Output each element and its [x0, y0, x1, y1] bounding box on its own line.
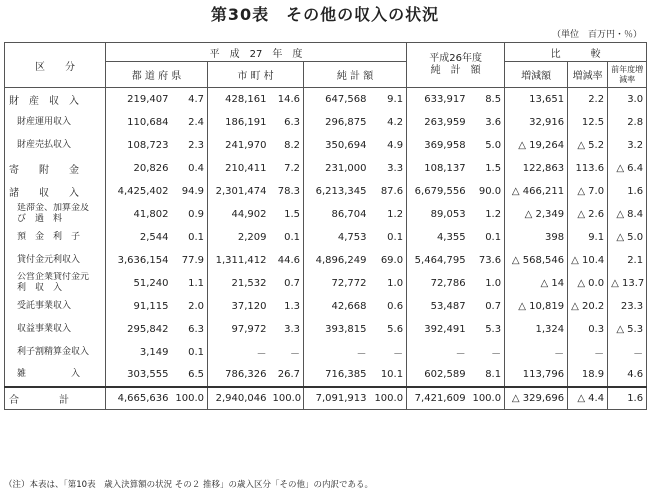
- cell-c11: 2.1: [627, 254, 644, 266]
- cell-c7: 53,487: [430, 300, 466, 312]
- cell-c6: 1.0: [370, 272, 407, 295]
- cell-c10: △ 7.0: [568, 180, 608, 203]
- cell-c8: 100.0: [469, 387, 505, 410]
- table-row: [5, 387, 647, 410]
- cell-c5: 6,213,345: [315, 185, 367, 197]
- cell-c2: 0.4: [172, 157, 208, 180]
- cell-c4: 1.5: [270, 203, 304, 226]
- cell-c10: △ 10.4: [568, 249, 608, 272]
- cell-c8: 1.2: [469, 203, 505, 226]
- cell-c2: 77.9: [172, 249, 208, 272]
- cell-c1: 2,544: [139, 231, 169, 243]
- cell-c8: 1.5: [469, 157, 505, 180]
- row-label: 利子割精算金収入: [5, 341, 106, 364]
- cell-c8: 8.5: [469, 88, 505, 111]
- cell-c8: 0.1: [469, 226, 505, 249]
- row-label: 財産運用収入: [5, 111, 106, 134]
- cell-c8: 90.0: [469, 180, 505, 203]
- cell-c6: 87.6: [370, 180, 407, 203]
- cell-c11: △ 6.4: [616, 162, 644, 174]
- cell-c8: 5.3: [469, 318, 505, 341]
- cell-c2: 0.1: [172, 341, 208, 364]
- cell-c10: 2.2: [568, 88, 608, 111]
- cell-c1: 4,425,402: [117, 185, 169, 197]
- cell-c4: 0.7: [270, 272, 304, 295]
- cell-c3: －: [256, 348, 267, 360]
- cell-c3: 786,326: [225, 369, 267, 380]
- cell-c8: 1.0: [469, 272, 505, 295]
- cell-c5: 7,091,913: [315, 392, 367, 404]
- cell-c3: 241,970: [225, 139, 267, 151]
- cell-c1: 4,665,636: [117, 392, 169, 404]
- cell-c7: 369,958: [424, 139, 466, 151]
- cell-c6: 69.0: [370, 249, 407, 272]
- cell-c5: 4,753: [337, 231, 367, 243]
- cell-c9: △ 19,264: [505, 134, 568, 157]
- table-row: [5, 226, 647, 249]
- cell-c4: 7.2: [270, 157, 304, 180]
- cell-c2: 6.3: [172, 318, 208, 341]
- cell-c5: 72,772: [331, 277, 367, 289]
- cell-c8: 8.1: [469, 364, 505, 387]
- cell-c6: 9.1: [370, 88, 407, 111]
- cell-c3: 2,301,474: [215, 185, 267, 197]
- header-pref: 都 道 府 県: [106, 62, 208, 88]
- row-label: 合 計: [5, 387, 106, 410]
- cell-c3: 2,940,046: [215, 392, 267, 404]
- cell-c3: 37,120: [231, 300, 267, 312]
- cell-c11: 4.6: [627, 369, 644, 380]
- cell-c1: 295,842: [127, 323, 169, 335]
- cell-c7: －: [455, 348, 466, 360]
- cell-c9: △ 14: [505, 272, 568, 295]
- cell-c10: △ 4.4: [568, 387, 608, 410]
- cell-c7: 392,491: [424, 323, 466, 335]
- cell-c9: 398: [505, 226, 568, 249]
- cell-c7: 89,053: [430, 208, 466, 220]
- table-row: [5, 295, 647, 318]
- header-h27: 平 成 27 年 度: [106, 43, 407, 62]
- row-label: 財産売払収入: [5, 134, 106, 157]
- cell-c6: 0.1: [370, 226, 407, 249]
- header-kubun: 区 分: [5, 43, 106, 88]
- header-rate: 増減率: [568, 62, 608, 88]
- cell-c2: 2.0: [172, 295, 208, 318]
- row-label: 寄 附 金: [5, 157, 106, 180]
- cell-c6: 100.0: [370, 387, 407, 410]
- cell-c11: △ 8.4: [616, 208, 644, 220]
- cell-c3: 186,191: [225, 116, 267, 128]
- cell-c9: －: [505, 341, 568, 364]
- cell-c2: 2.4: [172, 111, 208, 134]
- cell-c3: 97,972: [231, 323, 267, 335]
- cell-c4: 3.3: [270, 318, 304, 341]
- row-label: 諸 収 入: [5, 180, 106, 203]
- cell-c5: 647,568: [325, 93, 367, 105]
- cell-c3: 2,209: [237, 231, 267, 243]
- cell-c5: 393,815: [325, 323, 367, 335]
- cell-c4: 6.3: [270, 111, 304, 134]
- table-row: [5, 88, 647, 111]
- cell-c4: 8.2: [270, 134, 304, 157]
- cell-c8: 0.7: [469, 295, 505, 318]
- cell-c1: 3,636,154: [117, 254, 169, 266]
- cell-c7: 72,786: [430, 277, 466, 289]
- cell-c4: 100.0: [270, 387, 304, 410]
- cell-c1: 3,149: [139, 346, 169, 358]
- table-row: [5, 111, 647, 134]
- row-label: 収益事業収入: [5, 318, 106, 341]
- cell-c1: 110,684: [127, 116, 169, 128]
- cell-c5: 296,875: [325, 116, 367, 128]
- cell-c7: 633,917: [424, 93, 466, 105]
- cell-c2: 6.5: [172, 364, 208, 387]
- cell-c11: －: [633, 348, 644, 360]
- cell-c2: 100.0: [172, 387, 208, 410]
- row-label: 雑 入: [5, 364, 106, 387]
- cell-c11: 2.8: [627, 116, 644, 128]
- cell-c11: △ 5.0: [616, 231, 644, 243]
- cell-c6: 1.2: [370, 203, 407, 226]
- header-compare: 比 較: [550, 48, 601, 60]
- cell-c11: 1.6: [627, 185, 644, 197]
- cell-c4: 78.3: [270, 180, 304, 203]
- table-row: [5, 134, 647, 157]
- cell-c2: 1.1: [172, 272, 208, 295]
- row-label: 財 産 収 入: [5, 88, 106, 111]
- cell-c9: △ 466,211: [505, 180, 568, 203]
- cell-c11: 3.0: [627, 93, 644, 105]
- cell-c10: △ 5.2: [568, 134, 608, 157]
- cell-c5: －: [356, 348, 367, 360]
- cell-c6: 4.2: [370, 111, 407, 134]
- cell-c7: 6,679,556: [414, 185, 466, 197]
- header-h26: 平成26年度: [429, 53, 482, 64]
- cell-c1: 41,802: [133, 208, 169, 220]
- row-label: 延滞金、加算金及 び 過 料: [5, 203, 106, 226]
- cell-c11: 23.3: [620, 300, 644, 312]
- cell-c1: 20,826: [133, 162, 169, 174]
- cell-c7: 4,355: [436, 231, 466, 243]
- cell-c11: △ 13.7: [611, 277, 645, 289]
- cell-c6: 10.1: [370, 364, 407, 387]
- cell-c9: △ 2,349: [505, 203, 568, 226]
- header-prevrate: 前年度増減率: [608, 62, 647, 88]
- cell-c5: 350,694: [325, 139, 367, 151]
- cell-c4: 14.6: [270, 88, 304, 111]
- cell-c7: 602,589: [424, 369, 466, 380]
- cell-c5: 4,896,249: [315, 254, 367, 266]
- cell-c3: 210,411: [225, 162, 267, 174]
- cell-c9: △ 568,546: [505, 249, 568, 272]
- cell-c1: 219,407: [127, 93, 169, 105]
- cell-c6: 3.3: [370, 157, 407, 180]
- table-title: 第30表 その他の収入の状況: [210, 5, 440, 24]
- table-row: [5, 364, 647, 387]
- row-label: 受託事業収入: [5, 295, 106, 318]
- table-row: [5, 249, 647, 272]
- cell-c10: 113.6: [568, 157, 608, 180]
- cell-c2: 2.3: [172, 134, 208, 157]
- cell-c3: 44,902: [231, 208, 267, 220]
- cell-c6: 0.6: [370, 295, 407, 318]
- cell-c4: 26.7: [270, 364, 304, 387]
- table-row: [5, 180, 647, 203]
- header-total: 純 計 額: [304, 62, 407, 88]
- cell-c10: 18.9: [568, 364, 608, 387]
- cell-c11: △ 5.3: [616, 323, 644, 335]
- cell-c9: 122,863: [505, 157, 568, 180]
- cell-c7: 263,959: [424, 116, 466, 128]
- cell-c9: △ 10,819: [505, 295, 568, 318]
- table-row: [5, 318, 647, 341]
- cell-c3: 428,161: [225, 93, 267, 105]
- cell-c6: －: [370, 341, 407, 364]
- cell-c4: 1.3: [270, 295, 304, 318]
- cell-c10: △ 2.6: [568, 203, 608, 226]
- cell-c4: 0.1: [270, 226, 304, 249]
- cell-c9: 113,796: [505, 364, 568, 387]
- cell-c9: 1,324: [505, 318, 568, 341]
- cell-c6: 4.9: [370, 134, 407, 157]
- cell-c6: 5.6: [370, 318, 407, 341]
- cell-c5: 231,000: [325, 162, 367, 174]
- cell-c10: 12.5: [568, 111, 608, 134]
- cell-c7: 108,137: [424, 162, 466, 174]
- cell-c4: －: [270, 341, 304, 364]
- cell-c10: 0.3: [568, 318, 608, 341]
- cell-c11: 1.6: [627, 392, 644, 404]
- cell-c1: 108,723: [127, 139, 169, 151]
- cell-c3: 1,311,412: [215, 254, 267, 266]
- cell-c8: －: [469, 341, 505, 364]
- income-table: [4, 42, 647, 410]
- cell-c8: 3.6: [469, 111, 505, 134]
- cell-c2: 4.7: [172, 88, 208, 111]
- cell-c2: 94.9: [172, 180, 208, 203]
- table-row: [5, 341, 647, 364]
- cell-c8: 73.6: [469, 249, 505, 272]
- cell-c5: 716,385: [325, 369, 367, 380]
- header-h26-total: 純 計 額: [430, 65, 481, 76]
- cell-c10: △ 0.0: [568, 272, 608, 295]
- cell-c10: △ 20.2: [568, 295, 608, 318]
- cell-c5: 86,704: [331, 208, 367, 220]
- table-row: [5, 203, 647, 226]
- unit-label: （単位 百万円・％）: [551, 30, 642, 40]
- header-diff: 増減額: [505, 62, 568, 88]
- cell-c1: 51,240: [133, 277, 169, 289]
- cell-c9: 13,651: [505, 88, 568, 111]
- row-label: 貸付金元利収入: [5, 249, 106, 272]
- cell-c4: 44.6: [270, 249, 304, 272]
- cell-c11: 3.2: [627, 139, 644, 151]
- cell-c8: 5.0: [469, 134, 505, 157]
- cell-c2: 0.9: [172, 203, 208, 226]
- row-label: 預 金 利 子: [5, 226, 106, 249]
- cell-c7: 5,464,795: [414, 254, 466, 266]
- cell-c2: 0.1: [172, 226, 208, 249]
- cell-c10: 9.1: [568, 226, 608, 249]
- cell-c10: －: [568, 341, 608, 364]
- cell-c1: 303,555: [127, 369, 169, 380]
- footnote: （注）本表は、「第10表 歳入決算額の状況 その２ 推移」の歳入区分「その他」の内訳である。: [4, 480, 373, 490]
- table-row: [5, 272, 647, 295]
- cell-c5: 42,668: [331, 300, 367, 312]
- cell-c3: 21,532: [231, 277, 267, 289]
- row-label: 公営企業貸付金元 利 収 入: [5, 272, 106, 295]
- cell-c1: 91,115: [133, 300, 169, 312]
- header-muni: 市 町 村: [208, 62, 304, 88]
- table-row: [5, 157, 647, 180]
- cell-c9: 32,916: [505, 111, 568, 134]
- cell-c9: △ 329,696: [505, 387, 568, 410]
- cell-c7: 7,421,609: [414, 392, 466, 404]
